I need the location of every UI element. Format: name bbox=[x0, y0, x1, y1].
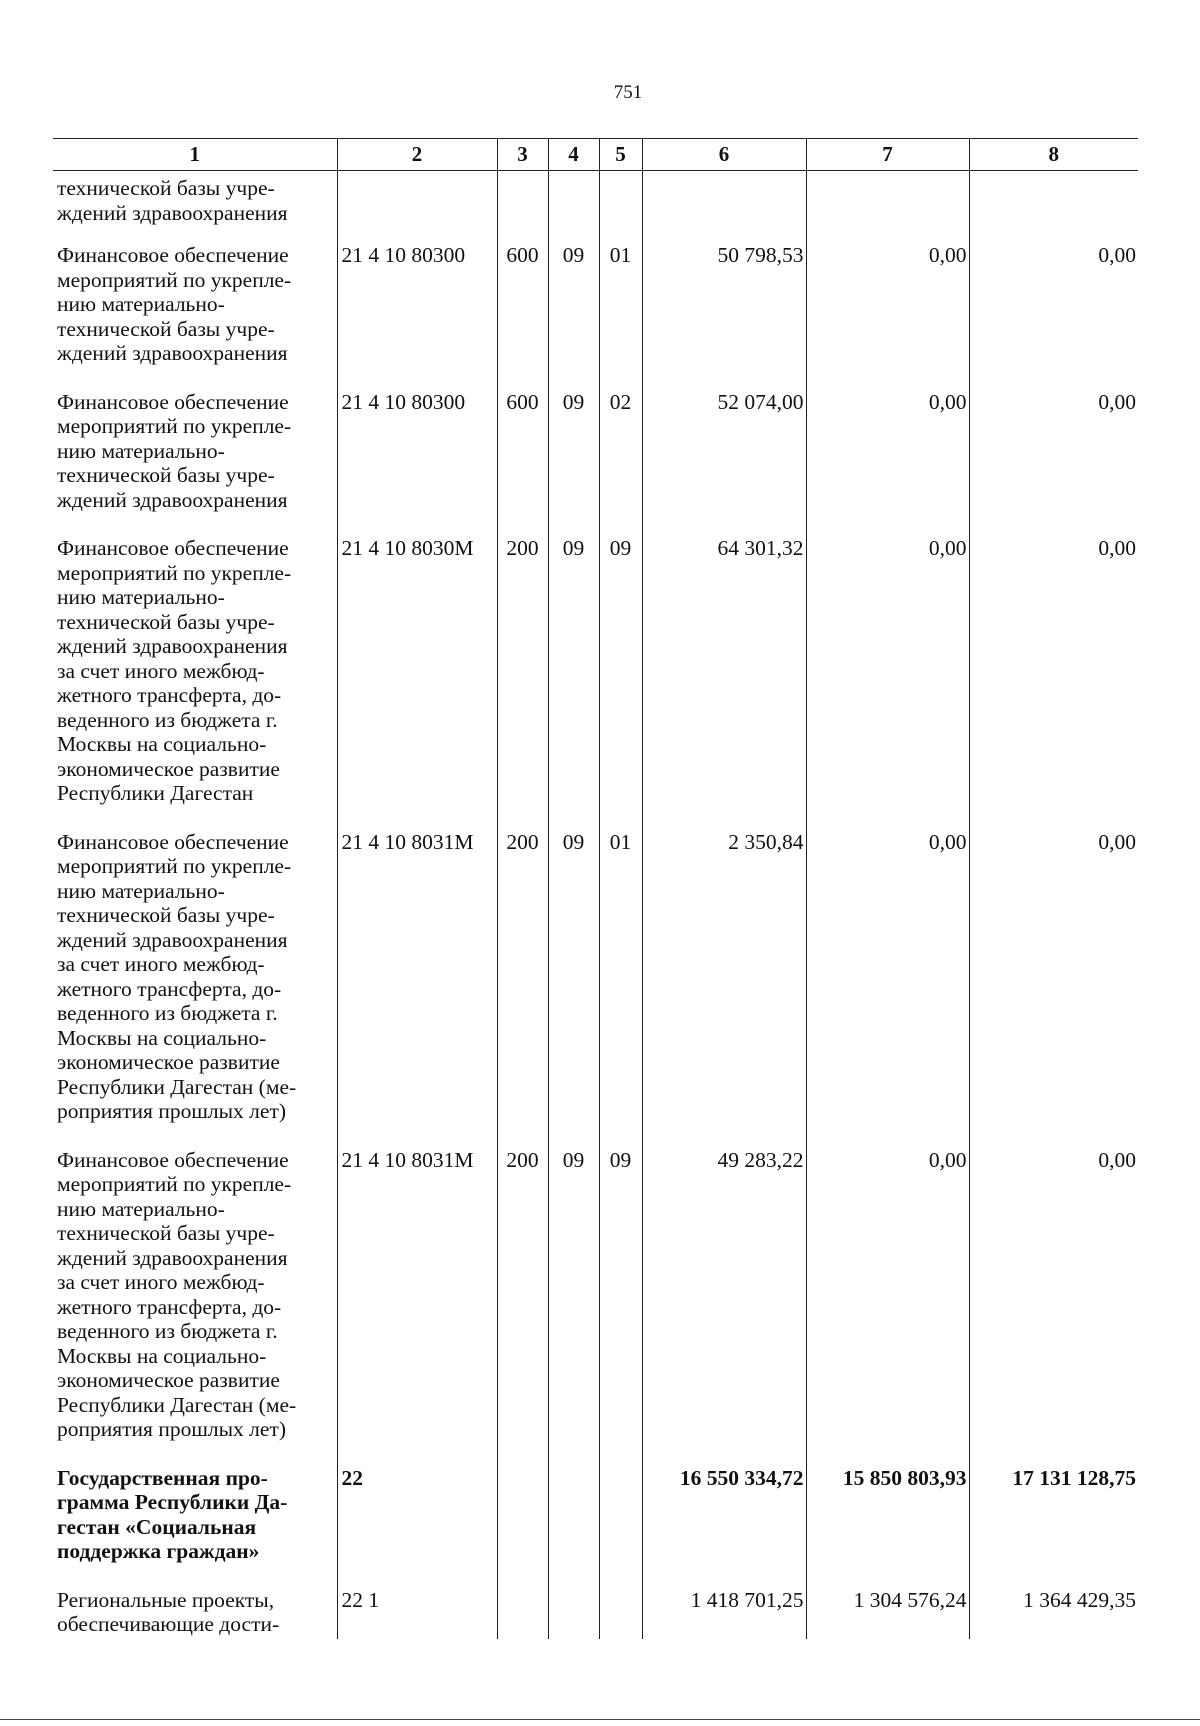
cell-col3: 600 bbox=[497, 243, 548, 390]
column-header: 7 bbox=[806, 139, 969, 171]
cell-value-col6: 16 550 334,72 bbox=[642, 1466, 806, 1588]
cell-col5: 09 bbox=[599, 536, 642, 830]
cell-col4: 09 bbox=[548, 1148, 599, 1466]
table-row bbox=[53, 1466, 1138, 1588]
cell-col4: 09 bbox=[548, 390, 599, 537]
table-row bbox=[53, 243, 1138, 390]
cell-value-col6: 52 074,00 bbox=[642, 390, 806, 537]
cell-value-col8: 1 364 429,35 bbox=[969, 1588, 1138, 1639]
table-row bbox=[53, 171, 1138, 244]
cell-col4: 09 bbox=[548, 536, 599, 830]
table-row bbox=[53, 536, 1138, 830]
cell-name: Финансовое обеспечение мероприятий по укрепле- нию материально- технической базы учре- ждений здравоохранения bbox=[57, 389, 292, 512]
cell-code: 21 4 10 8031M bbox=[337, 1148, 497, 1466]
column-header: 6 bbox=[642, 139, 806, 171]
cell-value-col8: 0,00 bbox=[969, 390, 1138, 537]
cell-value-col7: 0,00 bbox=[806, 243, 969, 390]
table-row bbox=[53, 390, 1138, 537]
table-row bbox=[53, 1588, 1138, 1639]
cell-value-col8: 0,00 bbox=[969, 536, 1138, 830]
cell-value-col6: 64 301,32 bbox=[642, 536, 806, 830]
cell-name: Государственная про- грамма Республики Да- гестан «Социальная поддержка граждан» bbox=[57, 1465, 288, 1563]
column-header: 5 bbox=[599, 139, 642, 171]
cell-value-col8 bbox=[969, 171, 1138, 244]
cell-name: Финансовое обеспечение мероприятий по укрепле- нию материально- технической базы учре- ждений здравоохранения за счет иного межбюд- жетного трансферта, до- веденного из бюджета г. Москвы на социально- экономическое развитие Республики Дагестан bbox=[57, 536, 292, 805]
column-header: 1 bbox=[53, 139, 337, 171]
cell-code bbox=[337, 171, 497, 244]
cell-col5 bbox=[599, 171, 642, 244]
cell-col5 bbox=[599, 1588, 642, 1639]
cell-value-col7: 0,00 bbox=[806, 390, 969, 537]
cell-col3 bbox=[497, 171, 548, 244]
cell-value-col8: 0,00 bbox=[969, 243, 1138, 390]
cell-value-col6: 49 283,22 bbox=[642, 1148, 806, 1466]
cell-col5: 01 bbox=[599, 243, 642, 390]
cell-col4: 09 bbox=[548, 830, 599, 1148]
cell-col5: 01 bbox=[599, 830, 642, 1148]
cell-name: Финансовое обеспечение мероприятий по укрепле- нию материально- технической базы учре- ждений здравоохранения за счет иного межбюд- жетного трансферта, до- веденного из бюджета г. Москвы на социально- экономическое развитие Республики Дагестан (ме- роприятия прошлых лет) bbox=[57, 1147, 297, 1441]
cell-col5: 09 bbox=[599, 1148, 642, 1466]
cell-value-col7 bbox=[806, 171, 969, 244]
cell-col4 bbox=[548, 171, 599, 244]
column-header: 2 bbox=[337, 139, 497, 171]
cell-name: Региональные проекты, обеспечивающие дости- bbox=[57, 1587, 280, 1636]
cell-value-col7: 0,00 bbox=[806, 830, 969, 1148]
cell-value-col8: 0,00 bbox=[969, 1148, 1138, 1466]
cell-value-col7: 1 304 576,24 bbox=[806, 1588, 969, 1639]
cell-col3: 600 bbox=[497, 390, 548, 537]
cell-value-col8: 0,00 bbox=[969, 830, 1138, 1148]
cell-col4 bbox=[548, 1466, 599, 1588]
cell-col3: 200 bbox=[497, 536, 548, 830]
cell-col5 bbox=[599, 1466, 642, 1588]
header-row bbox=[53, 139, 1138, 171]
column-header: 3 bbox=[497, 139, 548, 171]
cell-col3 bbox=[497, 1466, 548, 1588]
cell-code: 21 4 10 80300 bbox=[337, 390, 497, 537]
cell-col3: 200 bbox=[497, 830, 548, 1148]
cell-name: Финансовое обеспечение мероприятий по укрепле- нию материально- технической базы учре- ждений здравоохранения bbox=[57, 243, 292, 365]
cell-name: Финансовое обеспечение мероприятий по укрепле- нию материально- технической базы учре- ждений здравоохранения за счет иного межбюд- жетного трансферта, до- веденного из бюджета г. Москвы на социально- экономическое развитие Республики Дагестан (ме- роприятия прошлых лет) bbox=[57, 829, 297, 1123]
page-number: 751 bbox=[613, 82, 643, 103]
table-row bbox=[53, 830, 1138, 1148]
cell-value-col6: 50 798,53 bbox=[642, 243, 806, 390]
cell-col3 bbox=[497, 1588, 548, 1639]
cell-value-col7: 15 850 803,93 bbox=[806, 1466, 969, 1588]
cell-value-col7: 0,00 bbox=[806, 1148, 969, 1466]
cell-name: технической базы учре- ждений здравоохранения bbox=[57, 176, 288, 225]
cell-col4 bbox=[548, 1588, 599, 1639]
column-header: 8 bbox=[969, 139, 1138, 171]
budget-table bbox=[53, 138, 1138, 1639]
cell-code: 21 4 10 80300 bbox=[337, 243, 497, 390]
cell-value-col7: 0,00 bbox=[806, 536, 969, 830]
cell-value-col6: 1 418 701,25 bbox=[642, 1588, 806, 1639]
bottom-rule bbox=[0, 1719, 1200, 1720]
cell-code: 22 bbox=[337, 1466, 497, 1588]
cell-col3: 200 bbox=[497, 1148, 548, 1466]
cell-code: 22 1 bbox=[337, 1588, 497, 1639]
column-header: 4 bbox=[548, 139, 599, 171]
table-body bbox=[53, 171, 1138, 1639]
table-row bbox=[53, 1148, 1138, 1466]
cell-value-col6: 2 350,84 bbox=[642, 830, 806, 1148]
cell-value-col8: 17 131 128,75 bbox=[969, 1466, 1138, 1588]
cell-col4: 09 bbox=[548, 243, 599, 390]
cell-value-col6 bbox=[642, 171, 806, 244]
cell-code: 21 4 10 8031M bbox=[337, 830, 497, 1148]
cell-col5: 02 bbox=[599, 390, 642, 537]
cell-code: 21 4 10 8030M bbox=[337, 536, 497, 830]
